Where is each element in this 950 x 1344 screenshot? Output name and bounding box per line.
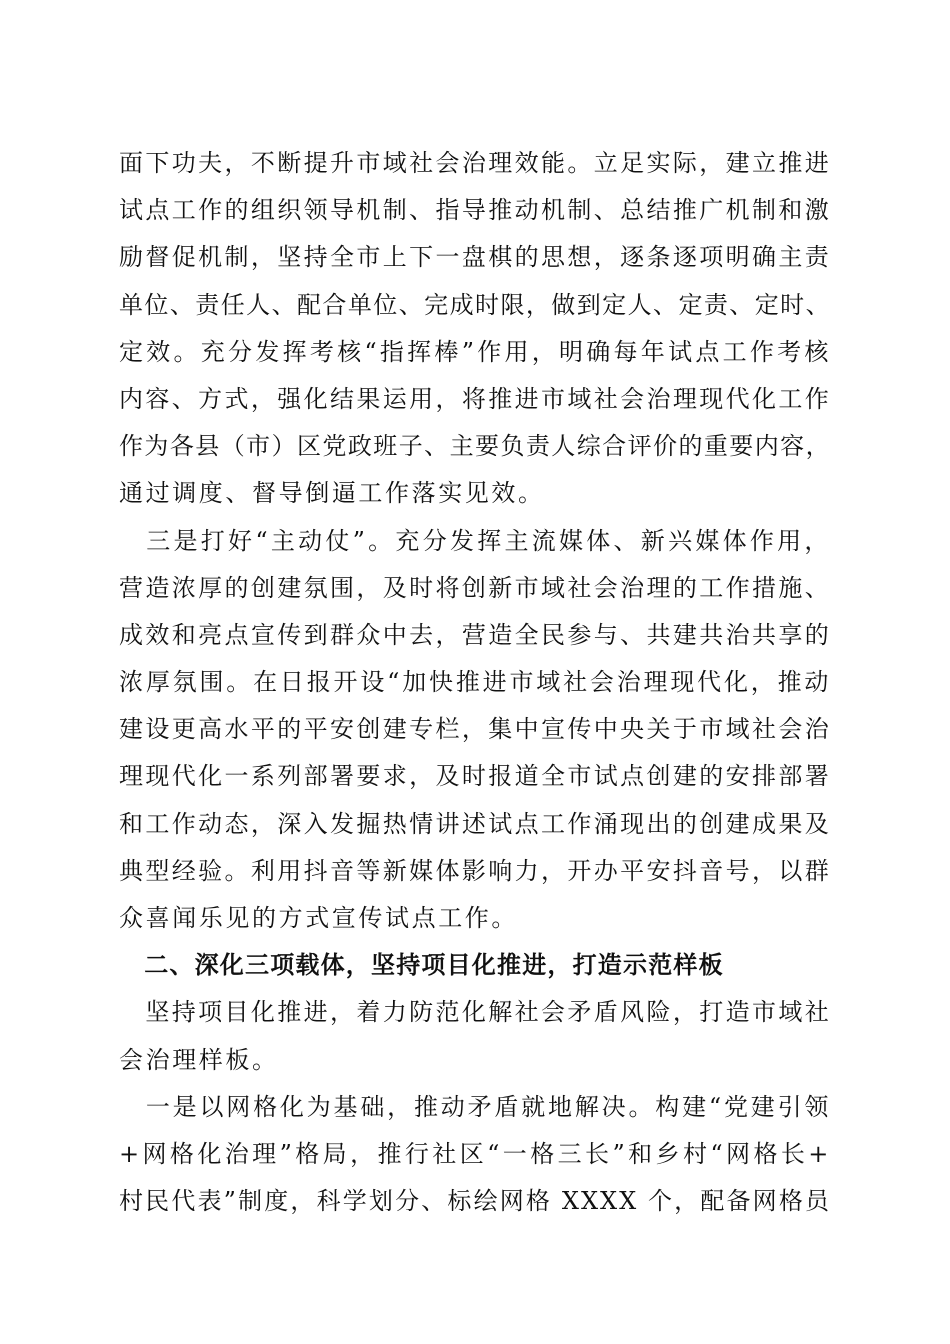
body-line: 三是打好“主动仗”。充分发挥主流媒体、新兴媒体作用， — [119, 526, 831, 555]
section-heading: 二、深化三项载体，坚持项目化推进，打造示范样板 — [119, 951, 724, 980]
body-line: 内容、方式，强化结果运用，将推进市域社会治理现代化工作 — [119, 384, 831, 413]
body-line: 定效。充分发挥考核“指挥棒”作用，明确每年试点工作考核 — [119, 337, 831, 366]
body-line: 理现代化一系列部署要求，及时报道全市试点创建的安排部署 — [119, 762, 831, 791]
document-body — [119, 140, 831, 1225]
body-line: 坚持项目化推进，着力防范化解社会矛盾风险，打造市域社 — [119, 998, 831, 1027]
body-line: 营造浓厚的创建氛围，及时将创新市域社会治理的工作措施、 — [119, 573, 831, 602]
body-line: 一是以网格化为基础，推动矛盾就地解决。构建“党建引领 — [119, 1092, 831, 1121]
body-line: 通过调度、督导倒逼工作落实见效。 — [119, 479, 545, 508]
body-line: 众喜闻乐见的方式宣传试点工作。 — [119, 904, 518, 932]
body-line: 试点工作的组织领导机制、指导推动机制、总结推广机制和激 — [119, 196, 831, 225]
body-line: 单位、责任人、配合单位、完成时限，做到定人、定责、定时、 — [119, 290, 831, 319]
body-line: 浓厚氛围。在日报开设“加快推进市域社会治理现代化，推动 — [119, 668, 831, 697]
body-line: 会治理样板。 — [119, 1045, 279, 1074]
body-line: 和工作动态，深入发掘热情讲述试点工作涌现出的创建成果及 — [119, 809, 831, 838]
body-line: +网格化治理”格局，推行社区“一格三长”和乡村“网格长+ — [119, 1139, 831, 1168]
body-line: 村民代表”制度，科学划分、标绘网格 XXXX 个，配备网格员 — [119, 1187, 831, 1216]
body-line: 成效和亮点宣传到群众中去，营造全民参与、共建共治共享的 — [119, 620, 831, 649]
body-line: 作为各县（市）区党政班子、主要负责人综合评价的重要内容， — [119, 432, 831, 461]
body-line: 励督促机制，坚持全市上下一盘棋的思想，逐条逐项明确主责 — [119, 243, 831, 272]
body-line: 建设更高水平的平安创建专栏，集中宣传中央关于市域社会治 — [119, 715, 831, 744]
body-line: 典型经验。利用抖音等新媒体影响力，开办平安抖音号，以群 — [119, 856, 831, 885]
body-line: 面下功夫，不断提升市域社会治理效能。立足实际，建立推进 — [119, 149, 831, 177]
